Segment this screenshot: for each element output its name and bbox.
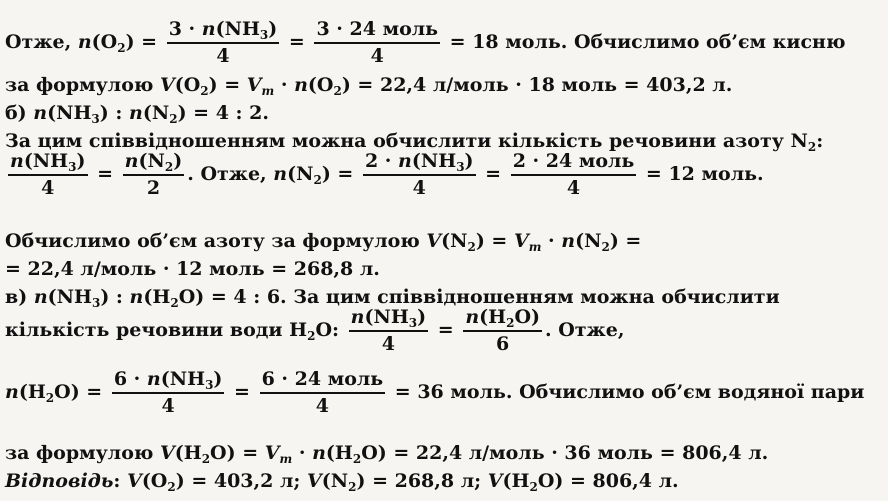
text: (N <box>287 163 314 185</box>
text: 3 · <box>168 18 202 40</box>
line-8 <box>5 286 780 310</box>
fraction <box>112 370 225 416</box>
subscript: 2 <box>313 173 322 187</box>
line-11 <box>5 442 769 466</box>
symbol-n: n <box>33 102 48 124</box>
text: за формулою <box>5 74 160 96</box>
fraction <box>260 370 386 416</box>
text: ) = 268,8 л; <box>356 470 488 492</box>
symbol-n: n <box>398 150 412 172</box>
text: : <box>816 130 824 152</box>
symbol-n: n <box>10 150 24 172</box>
text: . Отже, <box>545 319 625 341</box>
symbol-n: n <box>124 150 139 172</box>
text: = 12 моль. <box>639 163 764 185</box>
subscript: 3 <box>259 28 269 42</box>
symbol-V: V <box>159 442 175 464</box>
subscript: 2 <box>200 84 209 98</box>
text: = <box>288 31 312 53</box>
text: ) = <box>475 230 514 252</box>
text: O) = 22,4 л/моль · 36 моль = 806,4 л. <box>361 442 769 464</box>
symbol-n: n <box>273 163 288 185</box>
fraction <box>511 152 637 198</box>
subscript: 2 <box>467 240 476 254</box>
subscript: m <box>261 84 275 98</box>
subscript: m <box>528 240 542 254</box>
subscript: 2 <box>170 296 179 310</box>
symbol-V: V <box>426 230 442 252</box>
denominator: 4 <box>161 395 175 417</box>
text: ) <box>464 150 474 172</box>
text: O: <box>315 319 346 341</box>
text: ) <box>76 150 86 172</box>
line-5 <box>5 152 764 198</box>
subscript: 2 <box>117 41 126 55</box>
fraction <box>314 20 440 66</box>
text: = <box>485 163 508 185</box>
text: ) = <box>321 163 360 185</box>
fraction <box>8 152 88 198</box>
text: · <box>541 230 562 252</box>
text: (N <box>142 102 170 124</box>
denominator: 4 <box>41 177 55 199</box>
subscript: 3 <box>456 160 465 174</box>
text: (H <box>143 286 171 308</box>
subscript: 3 <box>91 296 101 310</box>
text: (O <box>174 74 201 96</box>
subscript: 2 <box>601 240 610 254</box>
symbol-V: V <box>159 74 175 96</box>
text: ) = 22,4 л/моль · 18 моль = 403,2 л. <box>341 74 733 96</box>
fraction <box>167 20 280 66</box>
numerator: 2 · 24 моль <box>511 152 637 176</box>
symbol-n: n <box>129 286 144 308</box>
text: (N <box>321 470 349 492</box>
subscript: 2 <box>529 480 538 494</box>
subscript: 3 <box>408 316 418 330</box>
text: (H <box>325 442 353 464</box>
text: (H <box>18 381 46 403</box>
text: (N <box>441 230 468 252</box>
line-2 <box>5 74 733 98</box>
line-9 <box>5 308 624 354</box>
text: O) = <box>210 442 265 464</box>
subscript: 3 <box>68 160 77 174</box>
symbol-n: n <box>350 306 365 328</box>
subscript: 3 <box>91 112 100 126</box>
text: ) = 4 : 2. <box>177 102 269 124</box>
line-1 <box>5 20 845 66</box>
line-6 <box>5 230 642 254</box>
fraction <box>463 308 542 354</box>
subscript: 2 <box>164 160 174 174</box>
fraction <box>123 152 185 198</box>
symbol-n: n <box>146 368 161 390</box>
symbol-n: n <box>465 306 480 328</box>
text: O) <box>514 306 540 328</box>
text: = 36 моль. Обчислимо об’єм водяної пари <box>388 381 865 403</box>
subscript: 2 <box>45 391 55 405</box>
text: (NH <box>47 286 92 308</box>
text: O) = <box>54 381 109 403</box>
symbol-n: n <box>561 230 576 252</box>
numerator: 3 · 24 моль <box>314 20 440 44</box>
text: Обчислимо об’єм азоту за формулою <box>5 230 427 252</box>
denominator: 4 <box>381 333 395 355</box>
subscript: 2 <box>352 452 362 466</box>
subscript: 2 <box>307 329 316 343</box>
text: б) <box>5 102 34 124</box>
text: в) <box>5 286 34 308</box>
symbol-n: n <box>201 18 216 40</box>
text: (NH <box>160 368 206 390</box>
symbol-V: V <box>127 470 142 492</box>
text: : <box>113 470 128 492</box>
subscript: 2 <box>201 452 211 466</box>
text: = 18 моль. Обчислимо об’єм кисню <box>443 31 846 53</box>
subscript: 3 <box>205 378 214 392</box>
text: кількість речовини води H <box>5 319 308 341</box>
text: (NH <box>411 150 457 172</box>
symbol-Vm: V <box>513 230 529 252</box>
subscript: m <box>279 452 293 466</box>
line-3 <box>5 102 269 126</box>
text: = <box>437 319 461 341</box>
subscript: 2 <box>169 112 178 126</box>
symbol-n: n <box>129 102 143 124</box>
subscript: 2 <box>167 480 176 494</box>
numerator: 6 · 24 моль <box>260 370 386 394</box>
text: (N <box>575 230 602 252</box>
text: ) : <box>100 286 130 308</box>
text: O) = 806,4 л. <box>537 470 679 492</box>
text: (O <box>141 470 168 492</box>
text: за формулою <box>5 442 160 464</box>
text: (H <box>502 470 530 492</box>
subscript: 2 <box>807 140 817 154</box>
text: (H <box>479 306 507 328</box>
text: ) <box>268 18 278 40</box>
text: O) = 4 : 6. За цим співвідношенням можна обчислити <box>178 286 780 308</box>
symbol-n: n <box>5 381 19 403</box>
text: ) = <box>208 74 247 96</box>
text: За цим співвідношенням можна обчислити кількість речовини азоту N <box>5 130 808 152</box>
text: ) = <box>125 31 164 53</box>
text: (O <box>91 31 118 53</box>
text: . Отже, <box>187 163 274 185</box>
text: · <box>274 74 295 96</box>
text: ) <box>213 368 223 390</box>
denominator: 2 <box>146 177 161 199</box>
denominator: 4 <box>370 45 384 67</box>
symbol-n: n <box>312 442 326 464</box>
symbol-n: n <box>294 74 308 96</box>
subscript: 2 <box>333 84 342 98</box>
line-12-answer <box>5 470 679 494</box>
denominator: 4 <box>412 177 426 199</box>
text: Отже, <box>5 31 78 53</box>
text: (NH <box>23 150 69 172</box>
text: 6 · <box>113 368 147 390</box>
subscript: 2 <box>348 480 357 494</box>
fraction <box>349 308 429 354</box>
denominator: 4 <box>315 395 329 417</box>
symbol-V: V <box>307 470 322 492</box>
denominator: 4 <box>216 45 230 67</box>
text: = 22,4 л/моль · 12 моль = 268,8 л. <box>5 258 380 280</box>
symbol-V: V <box>487 470 503 492</box>
line-10 <box>5 370 864 416</box>
text: = <box>97 163 120 185</box>
text: 2 · <box>364 150 399 172</box>
symbol-n: n <box>77 31 92 53</box>
text: · <box>292 442 313 464</box>
symbol-n: n <box>33 286 48 308</box>
text: (N <box>138 150 165 172</box>
symbol-Vm: V <box>264 442 280 464</box>
text: ) : <box>99 102 130 124</box>
denominator: 4 <box>566 177 581 199</box>
text: (H <box>174 442 202 464</box>
denominator: 6 <box>496 333 510 355</box>
fraction <box>363 152 476 198</box>
symbol-Vm: V <box>246 74 262 96</box>
text: (NH <box>47 102 92 124</box>
text: (O <box>307 74 334 96</box>
text: (NH <box>364 306 409 328</box>
line-7 <box>5 260 380 279</box>
text: ) <box>417 306 427 328</box>
text: = <box>234 381 257 403</box>
answer-label: Відповідь <box>5 470 114 492</box>
line-4 <box>5 130 824 154</box>
text: (NH <box>215 18 260 40</box>
text: ) = <box>609 230 642 252</box>
subscript: 2 <box>506 316 515 330</box>
text: ) = 403,2 л; <box>175 470 307 492</box>
text: ) <box>173 150 183 172</box>
